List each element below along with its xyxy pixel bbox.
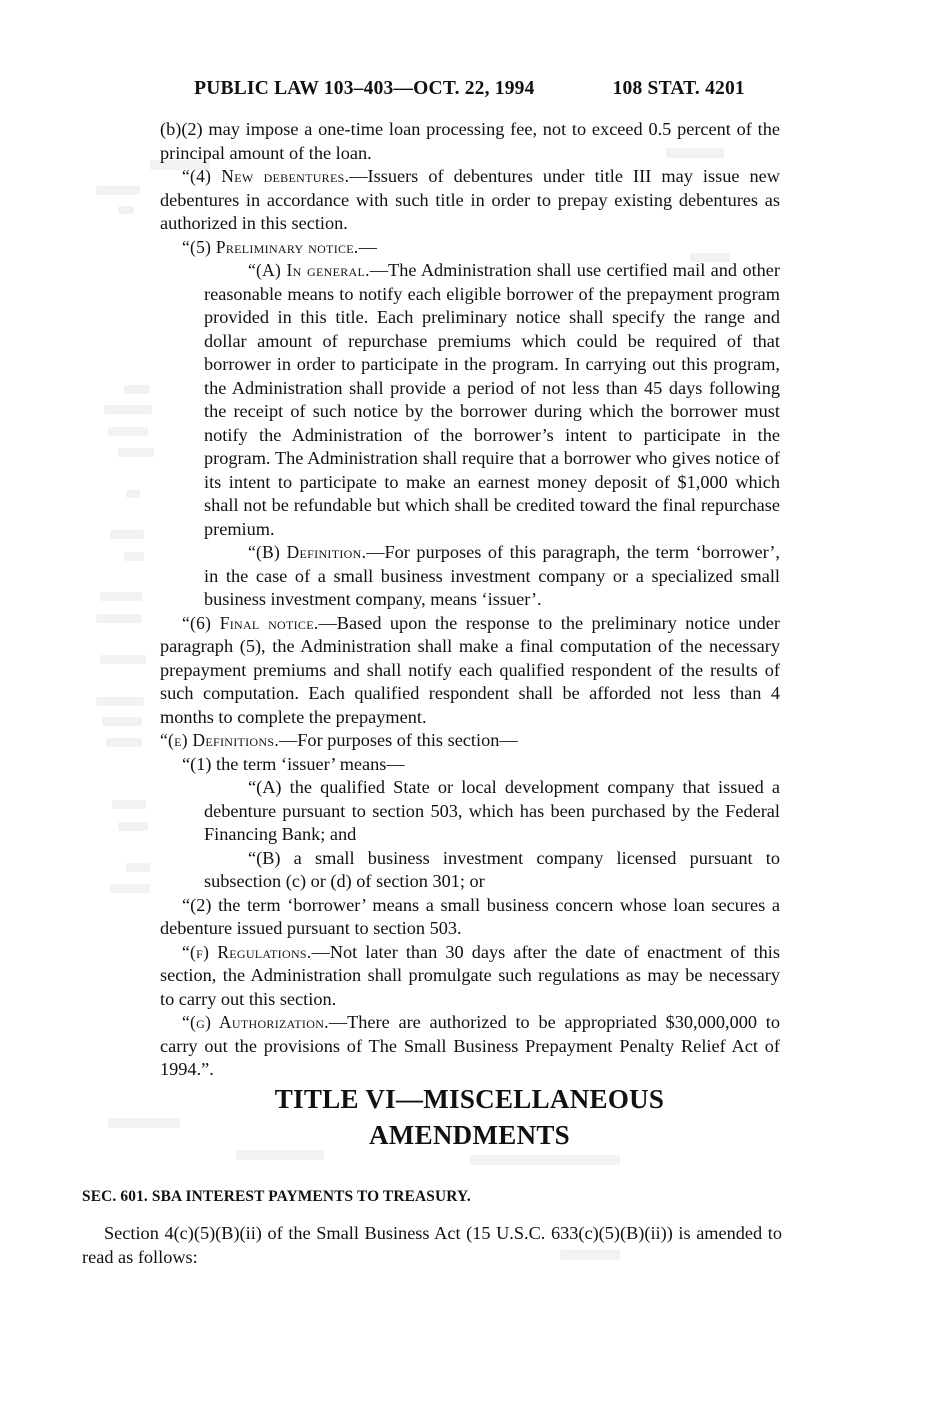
- scan-artifact: [96, 697, 144, 706]
- title-line-1: TITLE VI—MISCELLANEOUS: [274, 1084, 665, 1114]
- section-body: [82, 1222, 782, 1269]
- scan-artifact: [112, 800, 146, 809]
- section-heading: SEC. 601. SBA INTEREST PAYMENTS TO TREASURY.: [82, 1188, 471, 1205]
- section-paragraph: Section 4(c)(5)(B)(ii) of the Small Business Act (15 U.S.C. 633(c)(5)(B)(ii)) is amended to read as follows:: [82, 1223, 782, 1267]
- scan-artifact: [108, 427, 148, 436]
- scan-artifact: [100, 592, 142, 601]
- paragraph-b2: (b)(2) may impose a one-time loan processing fee, not to exceed 0.5 percent of the principal amount of the loan.: [160, 119, 780, 163]
- running-head: [0, 78, 939, 100]
- running-head-left: PUBLIC LAW 103–403—OCT. 22, 1994: [194, 78, 535, 99]
- scan-artifact: [100, 655, 146, 664]
- paragraph-g-authorization: [160, 1011, 780, 1082]
- paragraph-e1a: “(A) the qualified State or local development company that issued a debenture pursuant to section 503, which has been purchased by the Federal Financing Bank; and: [204, 777, 780, 844]
- running-head-right: 108 STAT. 4201: [612, 78, 745, 99]
- paragraph-g-label: “(g) Authorization.: [182, 1012, 329, 1032]
- paragraph-f-text: —Not later than 30 days after the date of enactment of this section, the Administration shall promulgate such regulations as may be necessary to carry out this section.: [160, 941, 780, 1009]
- paragraph-5b-text: —For purposes of this paragraph, the term ‘borrower’, in the case of a small business investment company or a specialized small business investment company, means ‘issuer’.: [204, 542, 780, 609]
- scan-artifact: [126, 863, 150, 872]
- scan-artifact: [124, 552, 144, 561]
- paragraph-4-label: “(4) New debentures.: [182, 166, 350, 186]
- paragraph-e1: “(1) the term ‘issuer’ means—: [182, 753, 405, 774]
- paragraph-6-final-notice: [160, 612, 780, 730]
- title-block: [0, 1082, 939, 1154]
- scan-artifact: [118, 448, 154, 457]
- body-column: [160, 118, 780, 1082]
- paragraph-4-text: —Issuers of debentures under title III may issue new debentures in accordance with such title in order to prepay existing debentures as authorized in this section.: [160, 166, 780, 233]
- scan-artifact: [104, 405, 152, 414]
- scan-artifact: [110, 884, 150, 893]
- title-line-2: AMENDMENTS: [368, 1119, 570, 1150]
- scan-artifact: [102, 717, 142, 726]
- paragraph-e-definitions: [160, 729, 780, 753]
- paragraph-5-text: —: [358, 236, 377, 257]
- paragraph-e2: “(2) the term ‘borrower’ means a small business concern whose loan secures a debenture issued pursuant to section 503.: [160, 894, 780, 938]
- paragraph-e-text: —For purposes of this section—: [278, 730, 518, 750]
- paragraph-f-label: “(f) Regulations.: [182, 941, 312, 962]
- scan-artifact: [470, 1155, 620, 1165]
- scan-artifact: [126, 490, 140, 498]
- paragraph-e1b: “(B) a small business investment company licensed pursuant to subsection (c) or (d) of section 301; or: [204, 847, 780, 891]
- paragraph-e-label: “(e) Definitions.: [160, 730, 279, 750]
- paragraph-f-regulations: [160, 941, 780, 1012]
- paragraph-4-new-debentures: [160, 165, 780, 236]
- paragraph-6-text: —Based upon the response to the preliminary notice under paragraph (5), the Administration shall make a final computation of the necessary prepayment premiums and shall notify each qualified respondent of the results of such computation. Each qualified respondent shall be afforded not less than 4 months to complete the prepayment.: [160, 612, 781, 727]
- paragraph-5a-in-general: [160, 259, 780, 541]
- scan-artifact: [118, 822, 148, 831]
- paragraph-5a-label: “(A) In general.: [248, 260, 370, 280]
- paragraph-5b-label: “(B) Definition.: [248, 542, 367, 562]
- paragraph-5-label: “(5) Preliminary notice.: [182, 236, 359, 257]
- scan-artifact: [96, 186, 140, 195]
- paragraph-6-label: “(6) Final notice.: [182, 612, 319, 633]
- scan-artifact: [96, 614, 142, 623]
- paragraph-5a-text: —The Administration shall use certified mail and other reasonable means to notify each eligible borrower of the prepayment program provided in this title. Each preliminary notice shall specify the range and dollar amount of repurchase premiums which could be required of that borrower in order to participate in the program. In carrying out this program, the Administration shall provide a period of not less than 45 days following the receipt of such notice by the borrower during which the borrower must notify the Administration of the borrower’s intent to participate in the program. The Administration shall require that a borrower who gives notice of its intent to participate to make an earnest money deposit of $1,000 which shall not be refundable but which shall be credited toward the final repurchase premium.: [204, 260, 781, 539]
- paragraph-5b-definition: [160, 541, 780, 612]
- scan-artifact: [110, 530, 144, 539]
- scan-artifact: [124, 385, 150, 394]
- scan-artifact: [106, 738, 142, 747]
- paragraph-5-preliminary-notice: [160, 236, 780, 260]
- paragraph-g-text: —There are authorized to be appropriated $30,000,000 to carry out the provisions of The Small Business Prepayment Penalty Relief Act of 1994.”.: [160, 1012, 780, 1079]
- scan-artifact: [118, 206, 134, 214]
